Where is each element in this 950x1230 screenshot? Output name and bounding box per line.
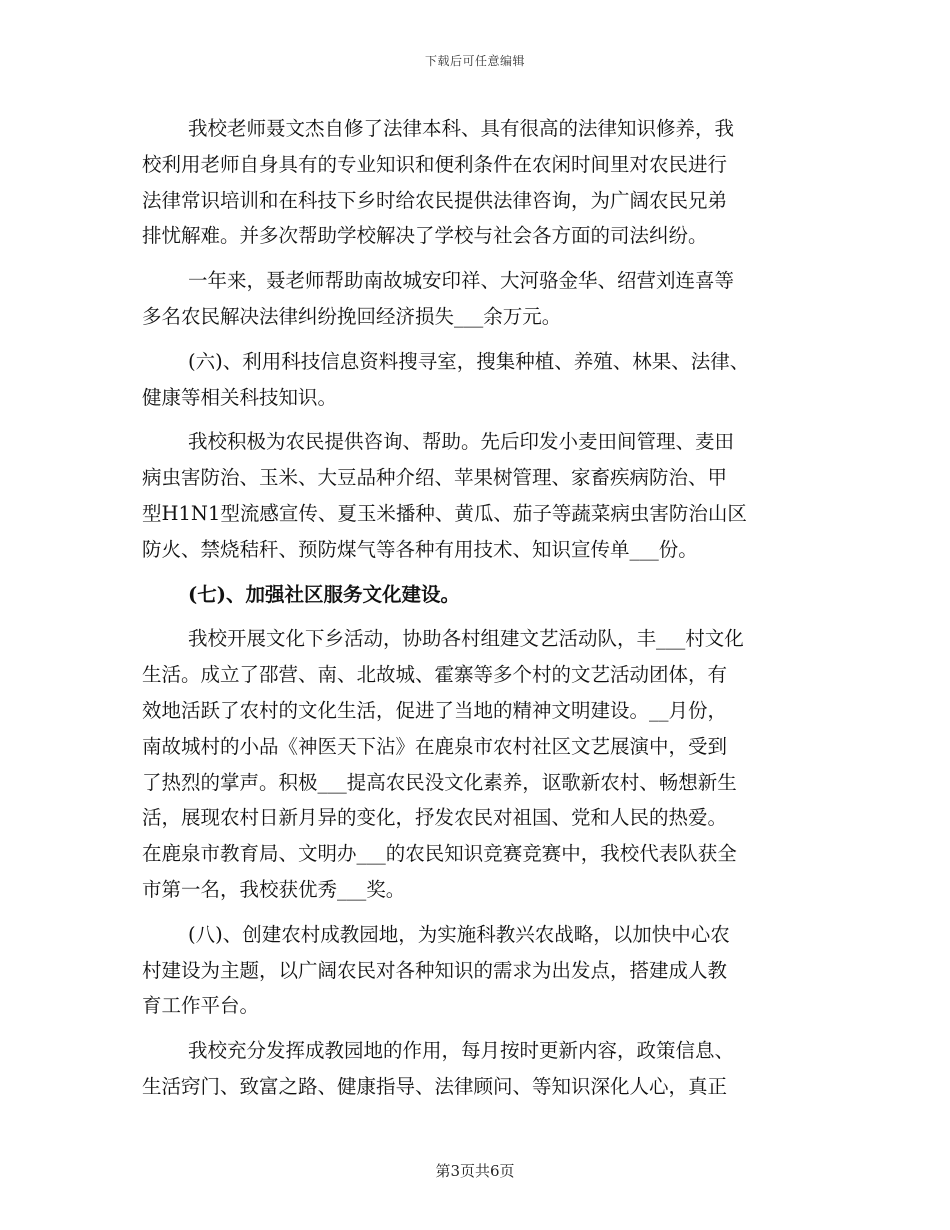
text-line: 法律常识培训和在科技下乡时给农民提供法律咨询，为广阔农民兄弟 [142, 188, 728, 212]
text-line: 生活窍门、致富之路、健康指导、法律顾问、等知识深化人心，真正 [142, 1074, 728, 1098]
paragraph-education-garden [142, 1033, 814, 1105]
text-line: 市第一名，我校获优秀___奖。 [142, 877, 406, 901]
text-line: 我校积极为农民提供咨询、帮助。先后印发小麦田间管理、麦田 [188, 430, 735, 454]
text-line: 我校开展文化下乡活动，协助各村组建文艺活动队，丰___村文化 [188, 627, 744, 651]
text-line: 生活。成立了邵营、南、北故城、霍寨等多个村的文艺活动团体，有 [142, 663, 728, 687]
page-header: 下载后可任意编辑 [424, 54, 525, 68]
text-line: 健康等相关科技知识。 [142, 385, 338, 409]
text-line: (七)、加强社区服务文化建设。 [188, 582, 460, 606]
section-heading-6 [142, 344, 814, 416]
text-line: (六)、利用科技信息资料搜寻室，搜集种植、养殖、林果、法律、 [188, 349, 750, 373]
text-line: 我校老师聂文杰自修了法律本科、具有很高的法律知识修养，我 [188, 117, 735, 140]
text-line: 校利用老师自身具有的专业知识和便利条件在农闲时间里对农民进行 [142, 152, 728, 176]
text-line: 活，展现农村日新月异的变化，抒发农民对祖国、党和人民的热爱。 [142, 806, 728, 830]
text-line: 排忧解难。并多次帮助学校解决了学校与社会各方面的司法纠纷。 [142, 224, 708, 248]
text-line: 效地活跃了农村的文化生活，促进了当地的精神文明建设。__月份， [142, 698, 728, 722]
paragraph-culture-activities [142, 621, 814, 907]
text-line: 防火、禁烧秸秆、预防煤气等各种有用技术、知识宣传单___份。 [142, 537, 698, 561]
text-line: 在鹿泉市教育局、文明办___的农民知识竞赛竞赛中，我校代表队获全 [142, 842, 737, 866]
paragraph-consulting [142, 424, 814, 567]
text-line: 南故城村的小品《神医天下沾》在鹿泉市农村社区文艺展演中，受到 [142, 734, 728, 758]
text-line: (八)、创建农村成教园地，为实施科教兴农战略，以加快中心农 [188, 922, 730, 946]
section-heading-7 [142, 577, 814, 613]
section-heading-8 [142, 917, 814, 1024]
paragraph-year-summary [142, 263, 814, 335]
text-line: 型H1N1型流感宣传、夏玉米播种、黄瓜、茄子等蔬菜病虫害防治山区 [142, 501, 747, 525]
text-line: 育工作平台。 [142, 994, 260, 1018]
paragraph-law-teacher [142, 111, 814, 254]
document-body [142, 111, 814, 1114]
text-line: 村建设为主题，以广阔农民对各种知识的需求为出发点，搭建成人教 [142, 958, 728, 982]
text-line: 我校充分发挥成教园地的作用，每月按时更新内容，政策信息、 [188, 1039, 735, 1063]
page-number: 第3页共6页 [435, 1162, 515, 1180]
text-line: 一年来，聂老师帮助南故城安印祥、大河骆金华、绍营刘连喜等 [188, 269, 735, 293]
text-line: 病虫害防治、玉米、大豆品种介绍、苹果树管理、家畜疾病防治、甲 [142, 466, 728, 490]
text-line: 多名农民解决法律纠纷挽回经济损失___余万元。 [142, 304, 562, 328]
text-line: 了热烈的掌声。积极___提高农民没文化素养，讴歌新农村、畅想新生 [142, 770, 737, 794]
